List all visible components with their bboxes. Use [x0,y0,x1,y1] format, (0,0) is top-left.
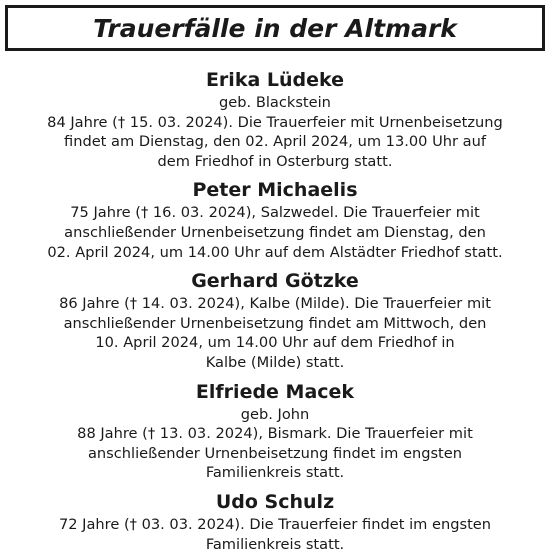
obituary-entry [0,379,550,483]
entry-text-line: 02. April 2024, um 14.00 Uhr auf dem Alstädter Friedhof statt. [47,243,503,261]
obituary-entry [0,489,550,554]
entry-text-line: dem Friedhof in Osterburg statt. [157,152,393,170]
entry-text-line: 88 Jahre († 13. 03. 2024), Bismark. Die Trauerfeier mit [77,425,473,443]
entry-text-line: geb. John [240,405,310,423]
entry-text-line: 84 Jahre († 15. 03. 2024). Die Trauerfeier mit Urnenbeisetzung [47,113,503,131]
entry-text-line: 86 Jahre († 14. 03. 2024), Kalbe (Milde). Die Trauerfeier mit [59,295,491,313]
entry-text-line: Familienkreis statt. [205,535,345,553]
entry-text-line: anschließender Urnenbeisetzung findet am Mittwoch, den [63,314,487,332]
obituary-entry [0,67,550,171]
entry-name: Elfriede Macek [195,380,355,403]
entry-text-line: anschließender Urnenbeisetzung findet am Dienstag, den [64,223,486,241]
obituary-entry [0,177,550,262]
obituary-entry [0,268,550,372]
entry-name: Erika Lüdeke [205,69,345,91]
entry-text-line: 72 Jahre († 03. 03. 2024). Die Trauerfeier findet im engsten [58,515,492,533]
entry-text-line: anschließender Urnenbeisetzung findet im engsten [87,444,463,462]
obituary-list [0,67,550,554]
entry-text-line: Familienkreis statt. [205,464,345,482]
entry-text-line: 75 Jahre († 16. 03. 2024), Salzwedel. Die Trauerfeier mit [70,204,480,222]
header-banner [5,5,545,51]
entry-text-line: geb. Blackstein [219,94,331,111]
entry-text-line: Kalbe (Milde) statt. [205,353,345,371]
page-title: Trauerfälle in der Altmark [93,13,457,43]
entry-text-line: 10. April 2024, um 14.00 Uhr auf dem Friedhof in [95,334,455,352]
entry-name: Udo Schulz [215,490,335,513]
entry-name: Gerhard Götzke [191,270,359,293]
entry-text-line: findet am Dienstag, den 02. April 2024, um 13.00 Uhr auf [64,133,486,151]
entry-name: Peter Michaelis [192,179,358,202]
